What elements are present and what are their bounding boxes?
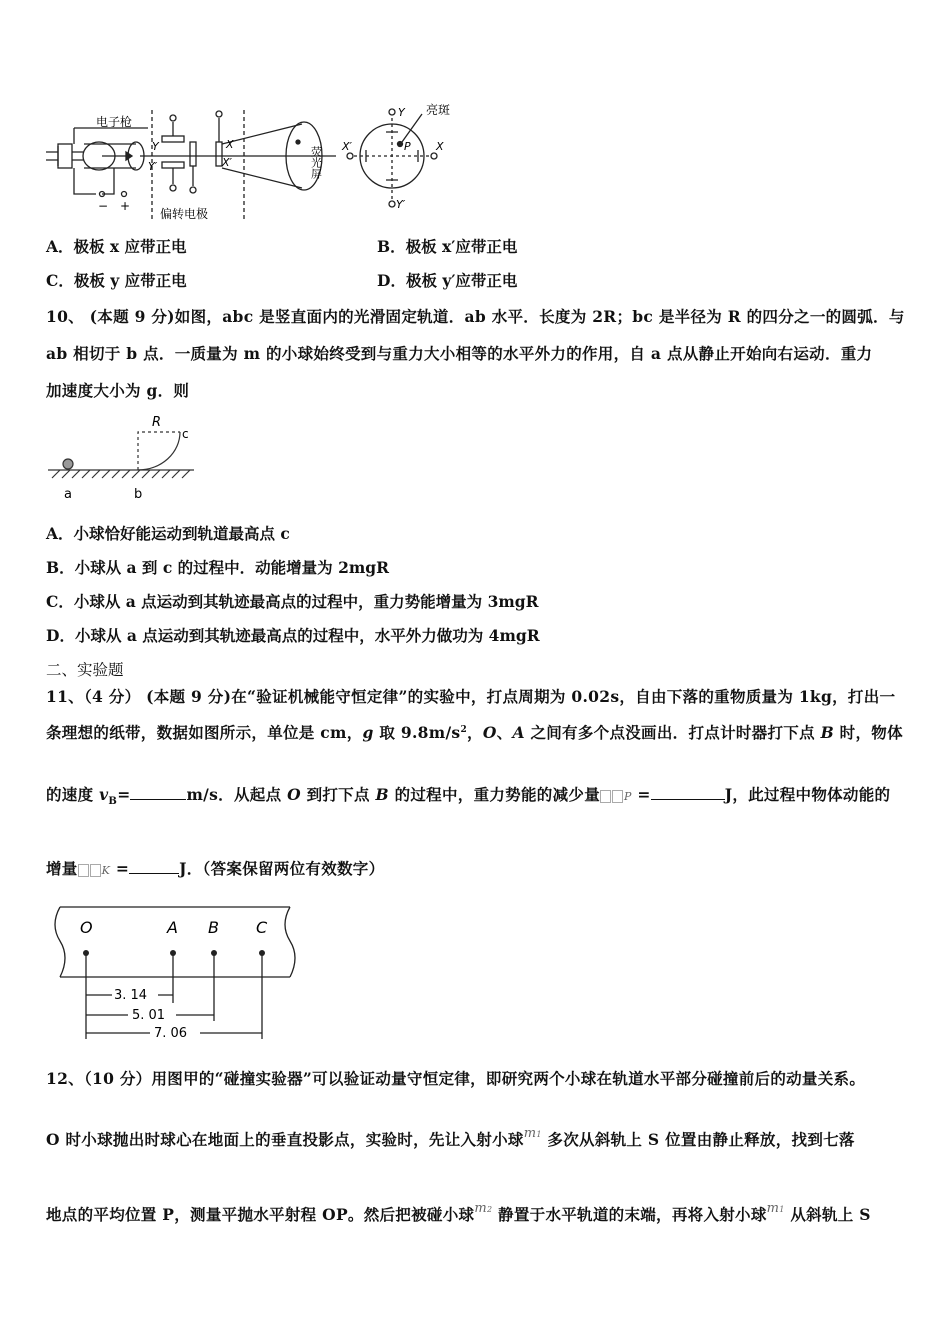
label-Y-screen: Y	[398, 106, 405, 119]
vb-blank[interactable]	[130, 785, 186, 800]
label-Y-plate: Y	[152, 140, 159, 153]
label-P: P	[404, 140, 411, 153]
label-gun: 电子枪	[96, 115, 133, 129]
q10-line2: ab 相切于 b 点．一质量为 m 的小球始终受到与重力大小相等的水平外力的作用，自 a 点从静止开始向右运动．重力	[46, 344, 873, 363]
label-minus: −	[98, 199, 109, 213]
label-b: b	[134, 487, 143, 502]
q11-line1: 11、（4 分） (本题 9 分)在“验证机械能守恒定律”的实验中，打点周期为 0.02s，自由下落的重物质量为 1kg，打出一	[46, 687, 896, 706]
q12-line3: 地点的平均位置 P，测量平抛水平射程 OP。然后把被碰小球$^{m2}$ 静置于水平轨道的末端，再将入射小球$^{m1}$ 从斜轨上 S	[46, 1201, 871, 1224]
label-c: c	[182, 427, 189, 441]
label-Yp-plate: Y′	[148, 160, 158, 173]
e-glyph-icon-2	[90, 864, 101, 877]
q11-line2: 条理想的纸带，数据如图所示，单位是 cm，g 取 $9.8m/s^2$，O、A 之间有多个点没画出．打点计时器打下点 B 时，物体	[46, 723, 903, 742]
q10-line1: 10、 (本题 9 分)如图，abc 是竖直面内的光滑固定轨道．ab 水平．长度为 2R；bc 是半径为 R 的四分之一的圆弧．与	[46, 307, 905, 326]
q10-option-c: C．小球从 a 点运动到其轨迹最高点的过程中，重力势能增量为 3mgR	[46, 592, 539, 611]
label-a: a	[64, 487, 72, 502]
paper-tape-diagram	[46, 905, 296, 1047]
q10-option-b: B．小球从 a 到 c 的过程中．动能增量为 2mgR	[46, 558, 389, 577]
tape-label-O: O	[80, 918, 93, 937]
q9-option-b: B．极板 x′应带正电	[377, 237, 518, 256]
tape-dist-3: 7. 06	[154, 1026, 188, 1041]
crt-diagram	[44, 100, 484, 225]
label-Xp-plate: X′	[222, 156, 233, 169]
q9-option-d: D．极板 y′应带正电	[377, 271, 518, 290]
q10-option-d: D．小球从 a 点运动到其轨迹最高点的过程中，水平外力做功为 4mgR	[46, 626, 540, 645]
q10-line3: 加速度大小为 g．则	[46, 381, 190, 400]
label-X-plate: X	[226, 138, 234, 151]
tape-label-A: A	[167, 918, 178, 937]
tape-label-B: B	[208, 918, 219, 937]
delta-glyph-icon-2	[78, 864, 89, 877]
label-Xp-screen: X′	[342, 140, 353, 153]
ep-blank[interactable]	[651, 785, 725, 800]
label-plus: +	[120, 199, 131, 213]
q10-option-a: A．小球恰好能运动到轨道最高点 c	[46, 524, 290, 543]
tape-dist-2: 5. 01	[132, 1008, 166, 1023]
q9-option-a: A．极板 x 应带正电	[46, 237, 187, 256]
tape-label-C: C	[256, 918, 268, 937]
q11-line3: 的速度 $v_B= m/s$．从起点 O 到打下点 B 的过程中，重力势能的减少量 P = J，此过程中物体动能的	[46, 785, 891, 808]
e-glyph-icon	[612, 790, 623, 803]
section-title: 二、实验题	[46, 661, 124, 679]
label-X-screen: X	[436, 140, 444, 153]
ek-blank[interactable]	[129, 859, 179, 874]
label-screen: 荧光屏	[309, 146, 323, 179]
q12-line2: O 时小球抛出时球心在地面上的垂直投影点，实验时，先让入射小球$^{m1}$ 多次从斜轨上 S 位置由静止释放，找到七落	[46, 1126, 855, 1149]
label-plates: 偏转电极	[160, 207, 209, 221]
tape-dist-1: 3. 14	[114, 988, 148, 1003]
delta-glyph-icon	[600, 790, 611, 803]
track-diagram	[44, 408, 204, 503]
q11-line4: 增量 K = J．（答案保留两位有效数字）	[46, 859, 385, 878]
q12-line1: 12、（10 分）用图甲的“碰撞实验器”可以验证动量守恒定律，即研究两个小球在轨道水平部分碰撞前后的动量关系。	[46, 1069, 866, 1088]
label-Yp-screen: Y′	[396, 198, 406, 211]
label-R: R	[152, 415, 162, 430]
q9-option-c: C．极板 y 应带正电	[46, 271, 187, 290]
label-spot: 亮斑	[426, 103, 451, 117]
